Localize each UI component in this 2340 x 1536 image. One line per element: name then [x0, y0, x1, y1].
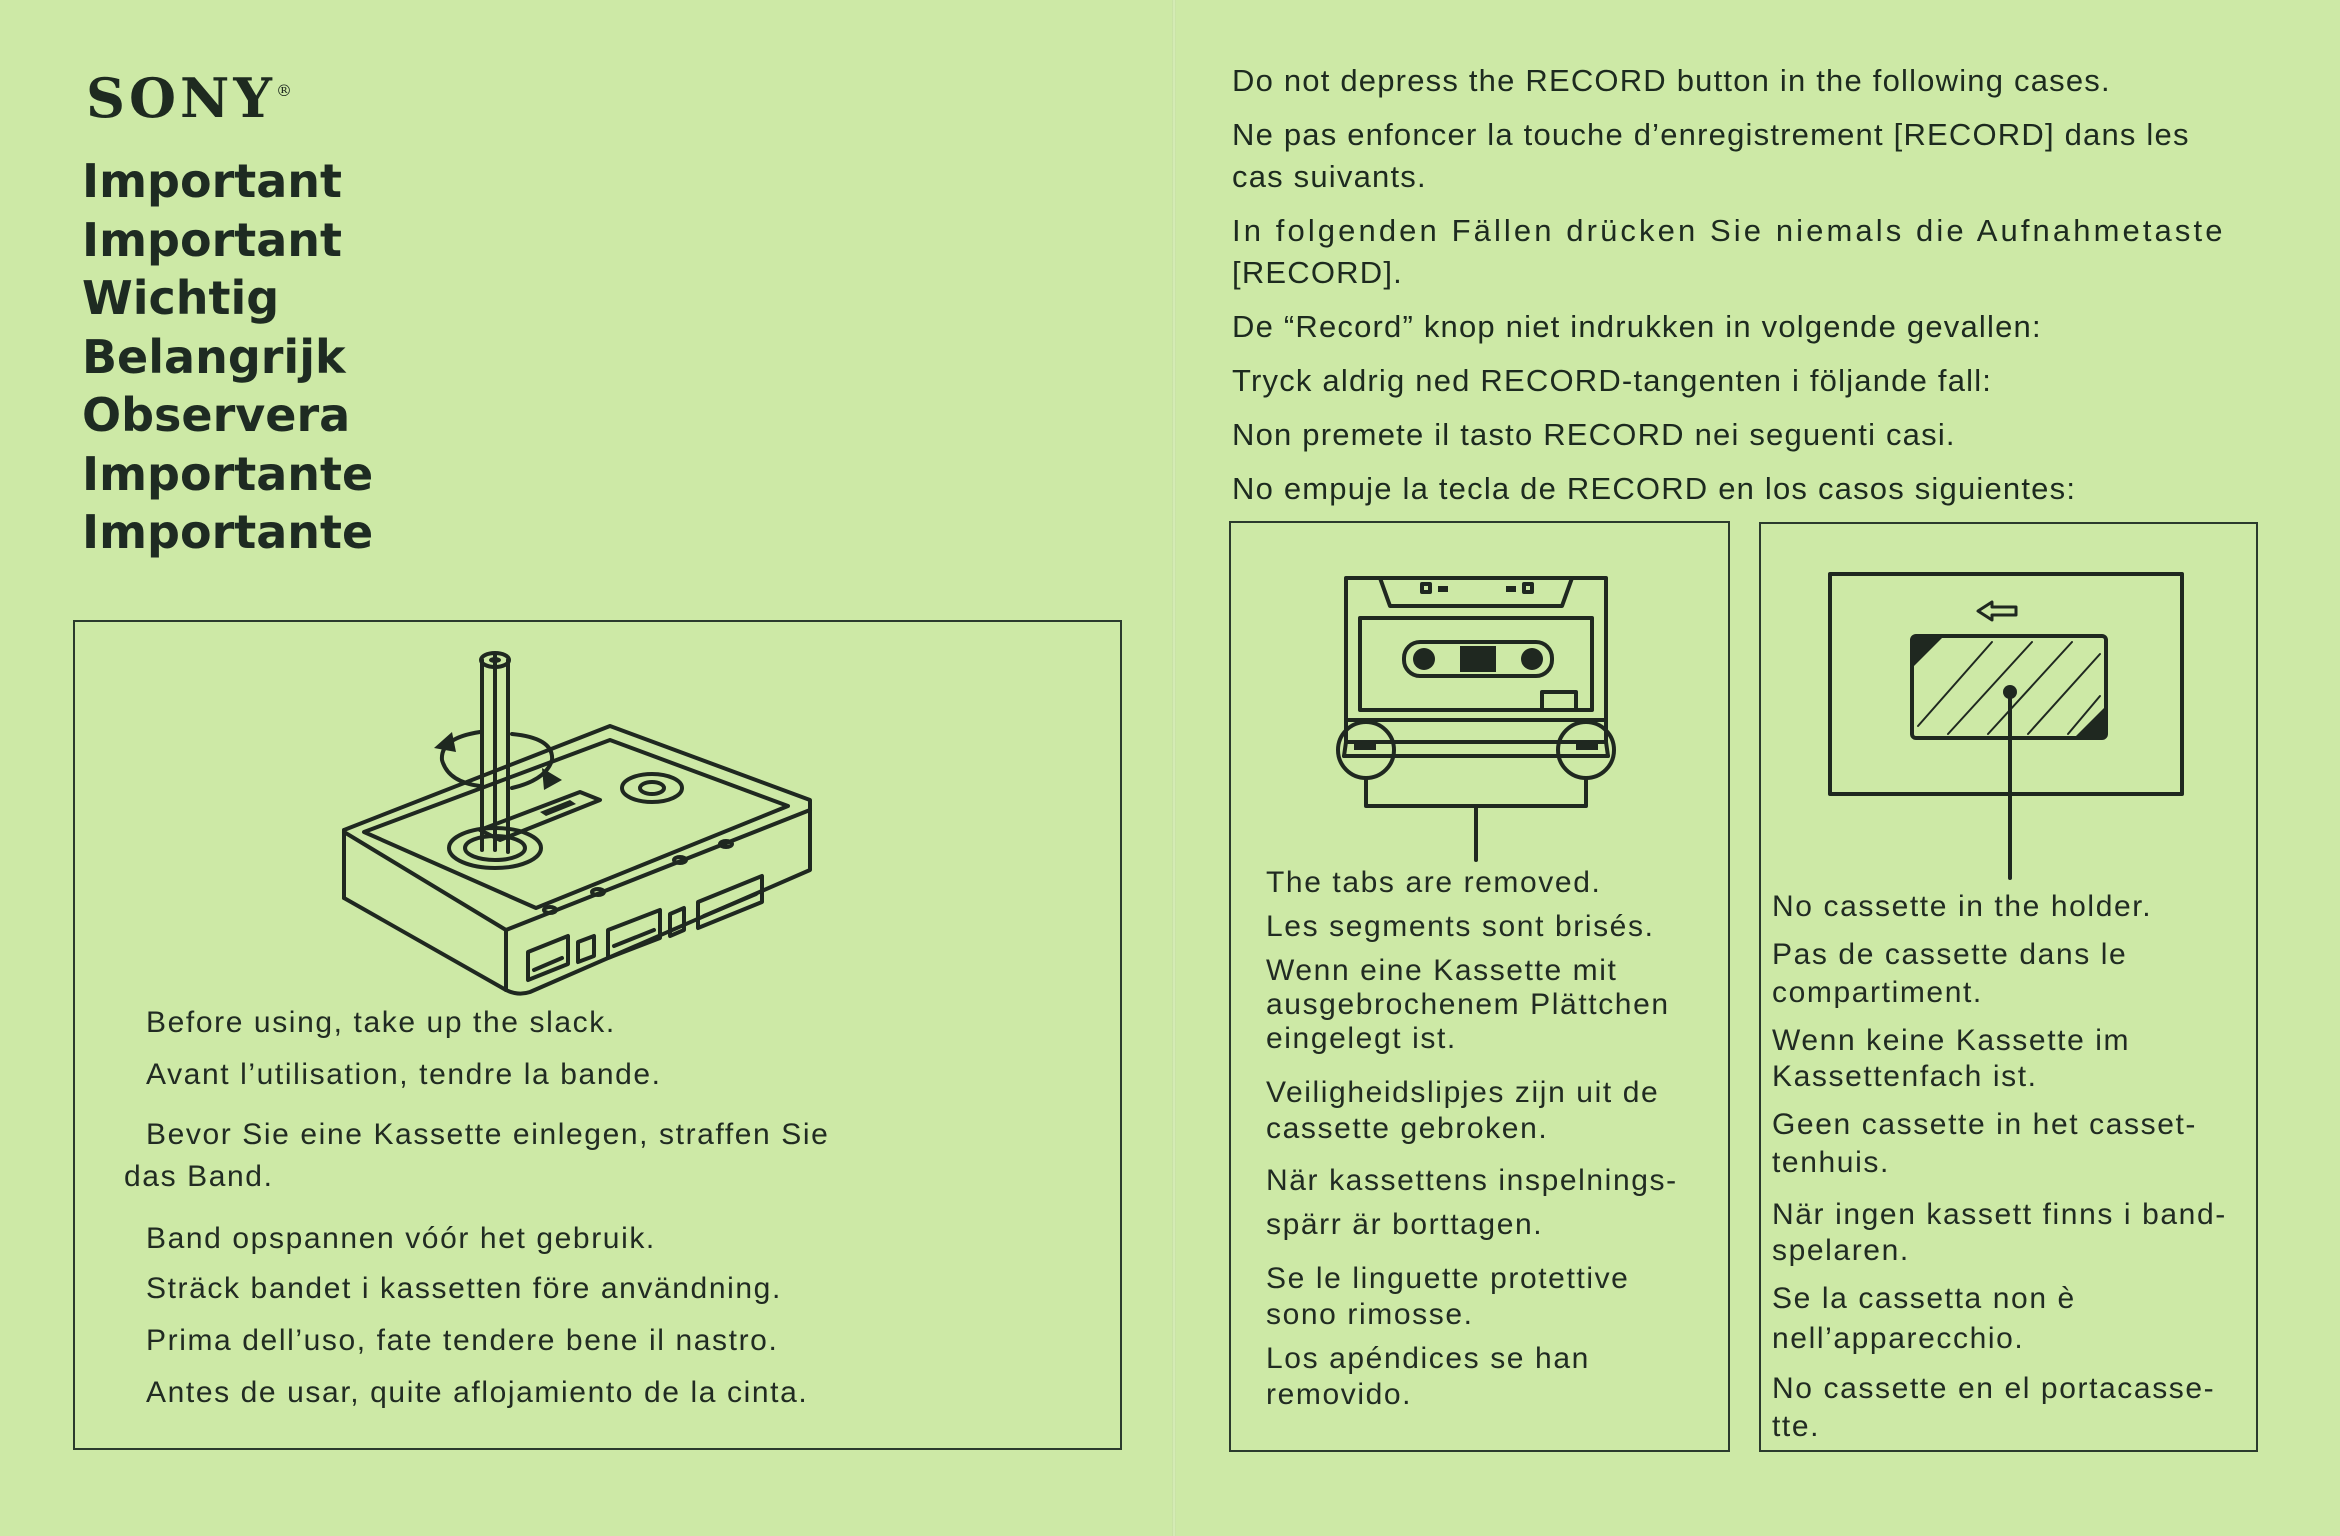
- brand-logo: [86, 66, 292, 130]
- slack-line-de-1: Bevor Sie eine Kassette einlegen, straffen Sie: [146, 1118, 830, 1151]
- holder-line-8: spelaren.: [1772, 1234, 1910, 1267]
- holder-line-4: Kassettenfach ist.: [1772, 1060, 2038, 1093]
- slack-line-de-2: das Band.: [124, 1160, 274, 1193]
- holder-line-10: nell’apparecchio.: [1772, 1322, 2025, 1355]
- warning-nl: De “Record” knop niet indrukken in volgende gevallen:: [1232, 309, 2042, 344]
- tabs-line-11: Los apéndices se han: [1266, 1342, 1590, 1375]
- holder-line-7: När ingen kassett finns i band-: [1772, 1198, 2227, 1231]
- warning-en: Do not depress the RECORD button in the following cases.: [1232, 63, 2111, 98]
- tabs-line-6: cassette gebroken.: [1266, 1112, 1549, 1145]
- holder-line-3: Wenn keine Kassette im: [1772, 1024, 2131, 1057]
- holder-line-2: compartiment.: [1772, 976, 1983, 1009]
- holder-line-0: No cassette in the holder.: [1772, 890, 2153, 923]
- heading-nl: Belangrijk: [82, 329, 346, 384]
- warning-de-2: [RECORD].: [1232, 255, 1403, 290]
- warning-sv: Tryck aldrig ned RECORD-tangenten i följande fall:: [1232, 363, 1993, 398]
- tabs-line-4: eingelegt ist.: [1266, 1022, 1457, 1055]
- page-fold: [1172, 0, 1176, 1536]
- tabs-line-10: sono rimosse.: [1266, 1298, 1474, 1331]
- warning-it: Non premete il tasto RECORD nei seguenti casi.: [1232, 417, 1956, 452]
- slack-line-sv: Sträck bandet i kassetten före användning.: [146, 1272, 782, 1305]
- arrow-left-icon: [1972, 596, 2022, 626]
- slack-line-en: Before using, take up the slack.: [146, 1006, 616, 1039]
- tabs-line-5: Veiligheidslipjes zijn uit de: [1266, 1076, 1660, 1109]
- tabs-line-2: Wenn eine Kassette mit: [1266, 954, 1618, 987]
- heading-sv: Observera: [82, 388, 351, 442]
- warning-de-1: In folgenden Fällen drücken Sie niemals die Aufnahmetaste: [1232, 213, 2226, 248]
- holder-line-11: No cassette en el portacasse-: [1772, 1372, 2216, 1405]
- warning-fr-1: Ne pas enfoncer la touche d’enregistrement [RECORD] dans les: [1232, 117, 2190, 152]
- tabs-line-12: removido.: [1266, 1378, 1413, 1411]
- heading-list: [82, 152, 373, 562]
- tabs-line-0: The tabs are removed.: [1266, 866, 1602, 899]
- holder-line-1: Pas de cassette dans le: [1772, 938, 2128, 971]
- tabs-line-3: ausgebrochenem Plättchen: [1266, 988, 1670, 1021]
- holder-line-6: tenhuis.: [1772, 1146, 1890, 1179]
- holder-line-5: Geen cassette in het casset-: [1772, 1108, 2197, 1141]
- slack-line-fr: Avant l’utilisation, tendre la bande.: [146, 1058, 662, 1091]
- cassette-tabs-icon: [1330, 560, 1630, 870]
- heading-en: Important: [82, 154, 343, 208]
- slack-line-nl: Band opspannen vóór het gebruik.: [146, 1222, 656, 1255]
- holder-line-12: tte.: [1772, 1410, 1821, 1443]
- brand-name: SONY: [86, 66, 276, 130]
- heading-es: Importante: [82, 505, 374, 559]
- tabs-line-1: Les segments sont brisés.: [1266, 910, 1655, 943]
- tabs-line-9: Se le linguette protettive: [1266, 1262, 1630, 1295]
- holder-line-9: Se la cassetta non è: [1772, 1282, 2076, 1315]
- cassette-pencil-icon: [330, 640, 850, 1010]
- warning-es: No empuje la tecla de RECORD en los casos siguientes:: [1232, 471, 2077, 506]
- tabs-line-8: spärr är borttagen.: [1266, 1208, 1544, 1241]
- heading-de: Wichtig: [82, 271, 280, 325]
- heading-fr: Important: [82, 212, 343, 267]
- warning-fr-2: cas suivants.: [1232, 159, 1427, 194]
- registered-mark: ®: [275, 81, 292, 100]
- slack-line-es: Antes de usar, quite aflojamiento de la cinta.: [146, 1376, 809, 1409]
- heading-it: Importante: [82, 446, 374, 501]
- tabs-line-7: När kassettens inspelnings-: [1266, 1164, 1678, 1197]
- slack-line-it: Prima dell’uso, fate tendere bene il nastro.: [146, 1324, 779, 1357]
